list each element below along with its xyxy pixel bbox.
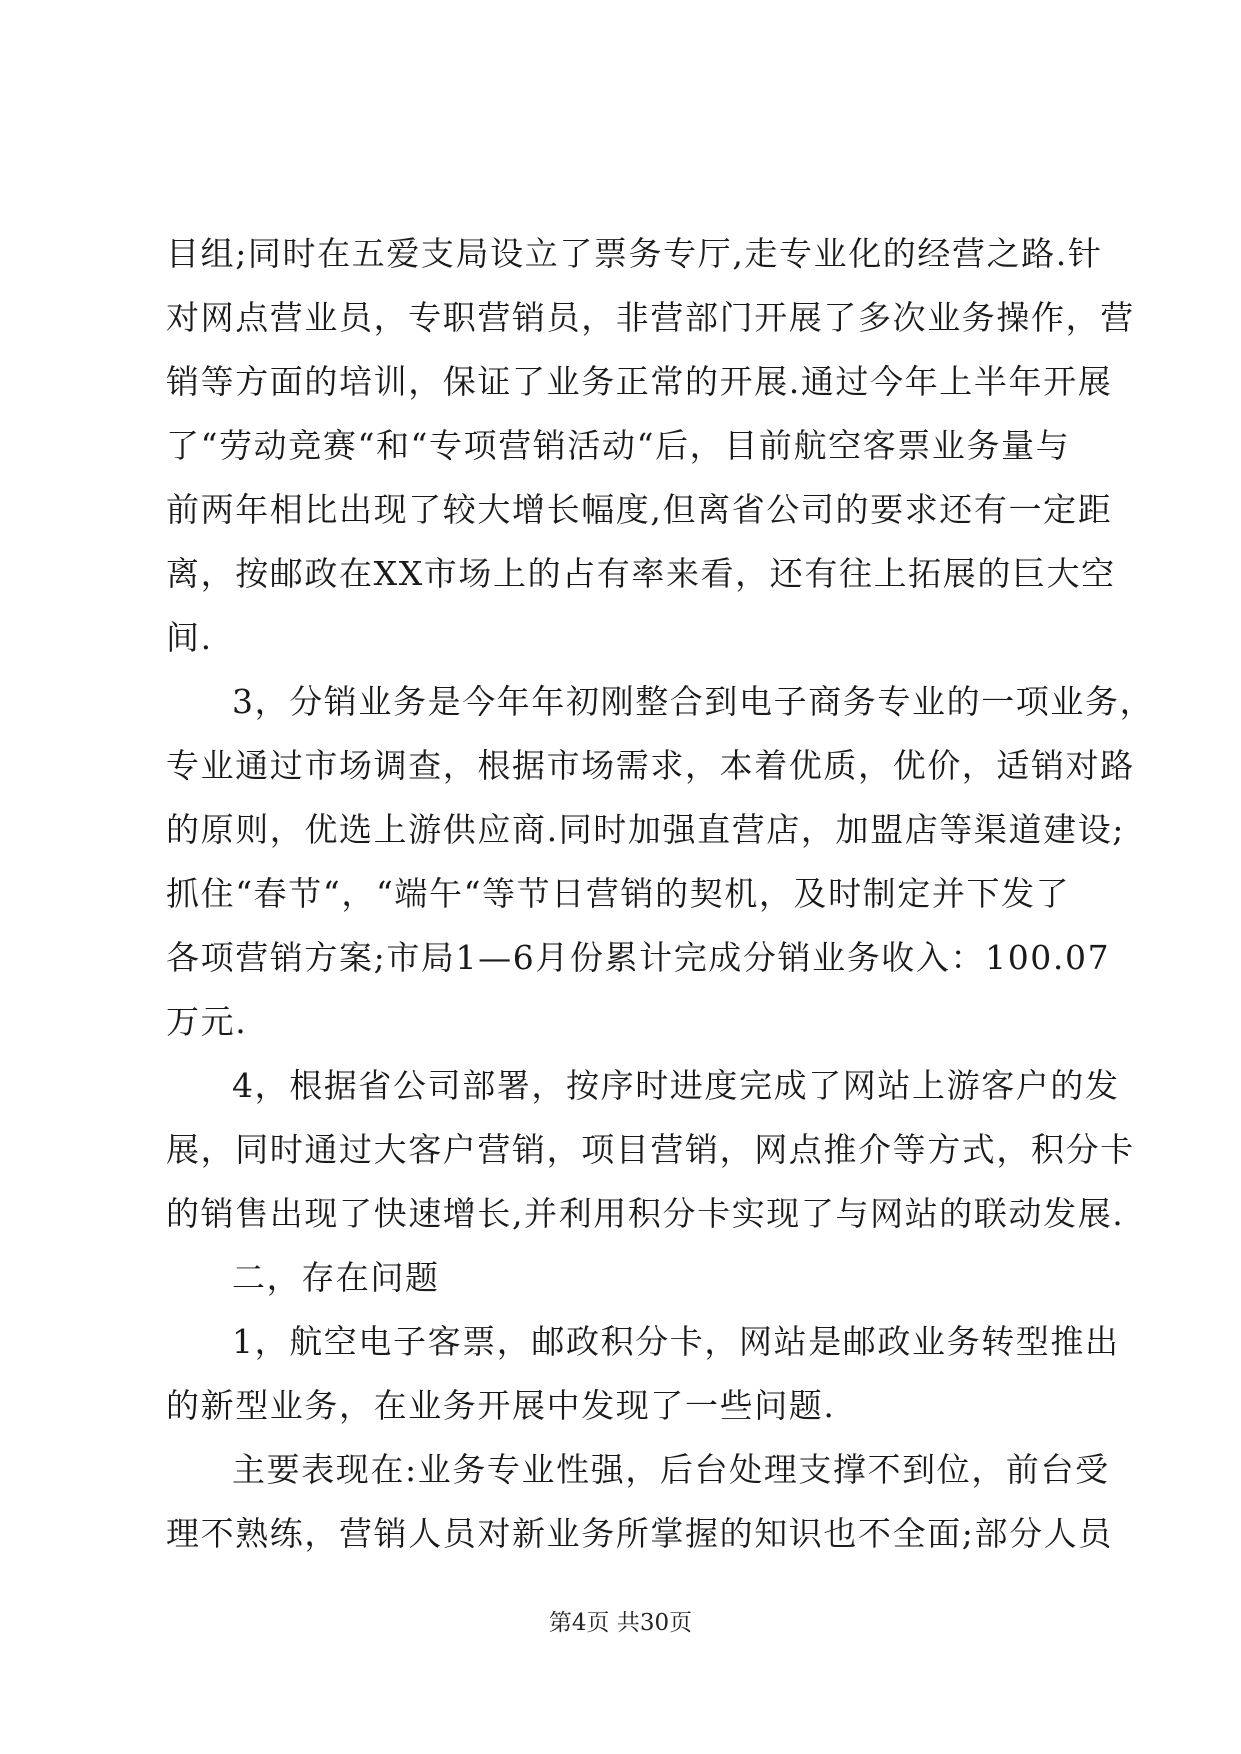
text-line: 各项营销方案;市局1—6月份累计完成分销业务收入：100.07 — [166, 938, 1111, 977]
text-line: 理不熟练，营销人员对新业务所掌握的知识也不全面;部分人员 — [166, 1514, 1113, 1553]
document-body — [166, 222, 1155, 1566]
paragraph-start-line: 4，根据省公司部署，按序时进度完成了网站上游客户的发 — [232, 1066, 1120, 1105]
text-line: 了“劳动竞赛“和“专项营销活动“后，目前航空客票业务量与 — [166, 426, 1071, 465]
text-line: 间. — [166, 618, 213, 657]
section-heading: 二，存在问题 — [232, 1258, 440, 1297]
paragraph-start-line: 主要表现在:业务专业性强，后台处理支撑不到位，前台受 — [232, 1450, 1110, 1489]
text-line: 离，按邮政在XX市场上的占有率来看，还有往上拓展的巨大空 — [166, 554, 1116, 593]
text-line: 专业通过市场调查，根据市场需求，本着优质，优价，适销对路 — [166, 746, 1135, 785]
text-line: 前两年相比出现了较大增长幅度,但离省公司的要求还有一定距 — [166, 490, 1113, 529]
paragraph-start-line: 3，分销业务是今年年初刚整合到电子商务专业的一项业务， — [232, 682, 1155, 721]
text-line: 万元. — [166, 1002, 248, 1041]
text-line: 的原则，优选上游供应商.同时加强直营店，加盟店等渠道建设; — [166, 810, 1126, 849]
paragraph-start-line: 1，航空电子客票，邮政积分卡，网站是邮政业务转型推出 — [232, 1322, 1120, 1361]
text-line: 抓住“春节“，“端午“等节日营销的契机，及时制定并下发了 — [166, 874, 1071, 913]
text-line: 的新型业务，在业务开展中发现了一些问题. — [166, 1386, 836, 1425]
text-line: 目组;同时在五爱支局设立了票务专厅,走专业化的经营之路.针 — [166, 234, 1103, 273]
text-line: 销等方面的培训，保证了业务正常的开展.通过今年上半年开展 — [166, 362, 1113, 401]
page-number-footer: 第4页 共30页 — [548, 1610, 693, 1636]
text-line: 展，同时通过大客户营销，项目营销，网点推介等方式，积分卡 — [166, 1130, 1135, 1169]
text-line: 对网点营业员，专职营销员，非营部门开展了多次业务操作，营 — [166, 298, 1135, 337]
text-line: 的销售出现了快速增长,并利用积分卡实现了与网站的联动发展. — [166, 1194, 1125, 1233]
